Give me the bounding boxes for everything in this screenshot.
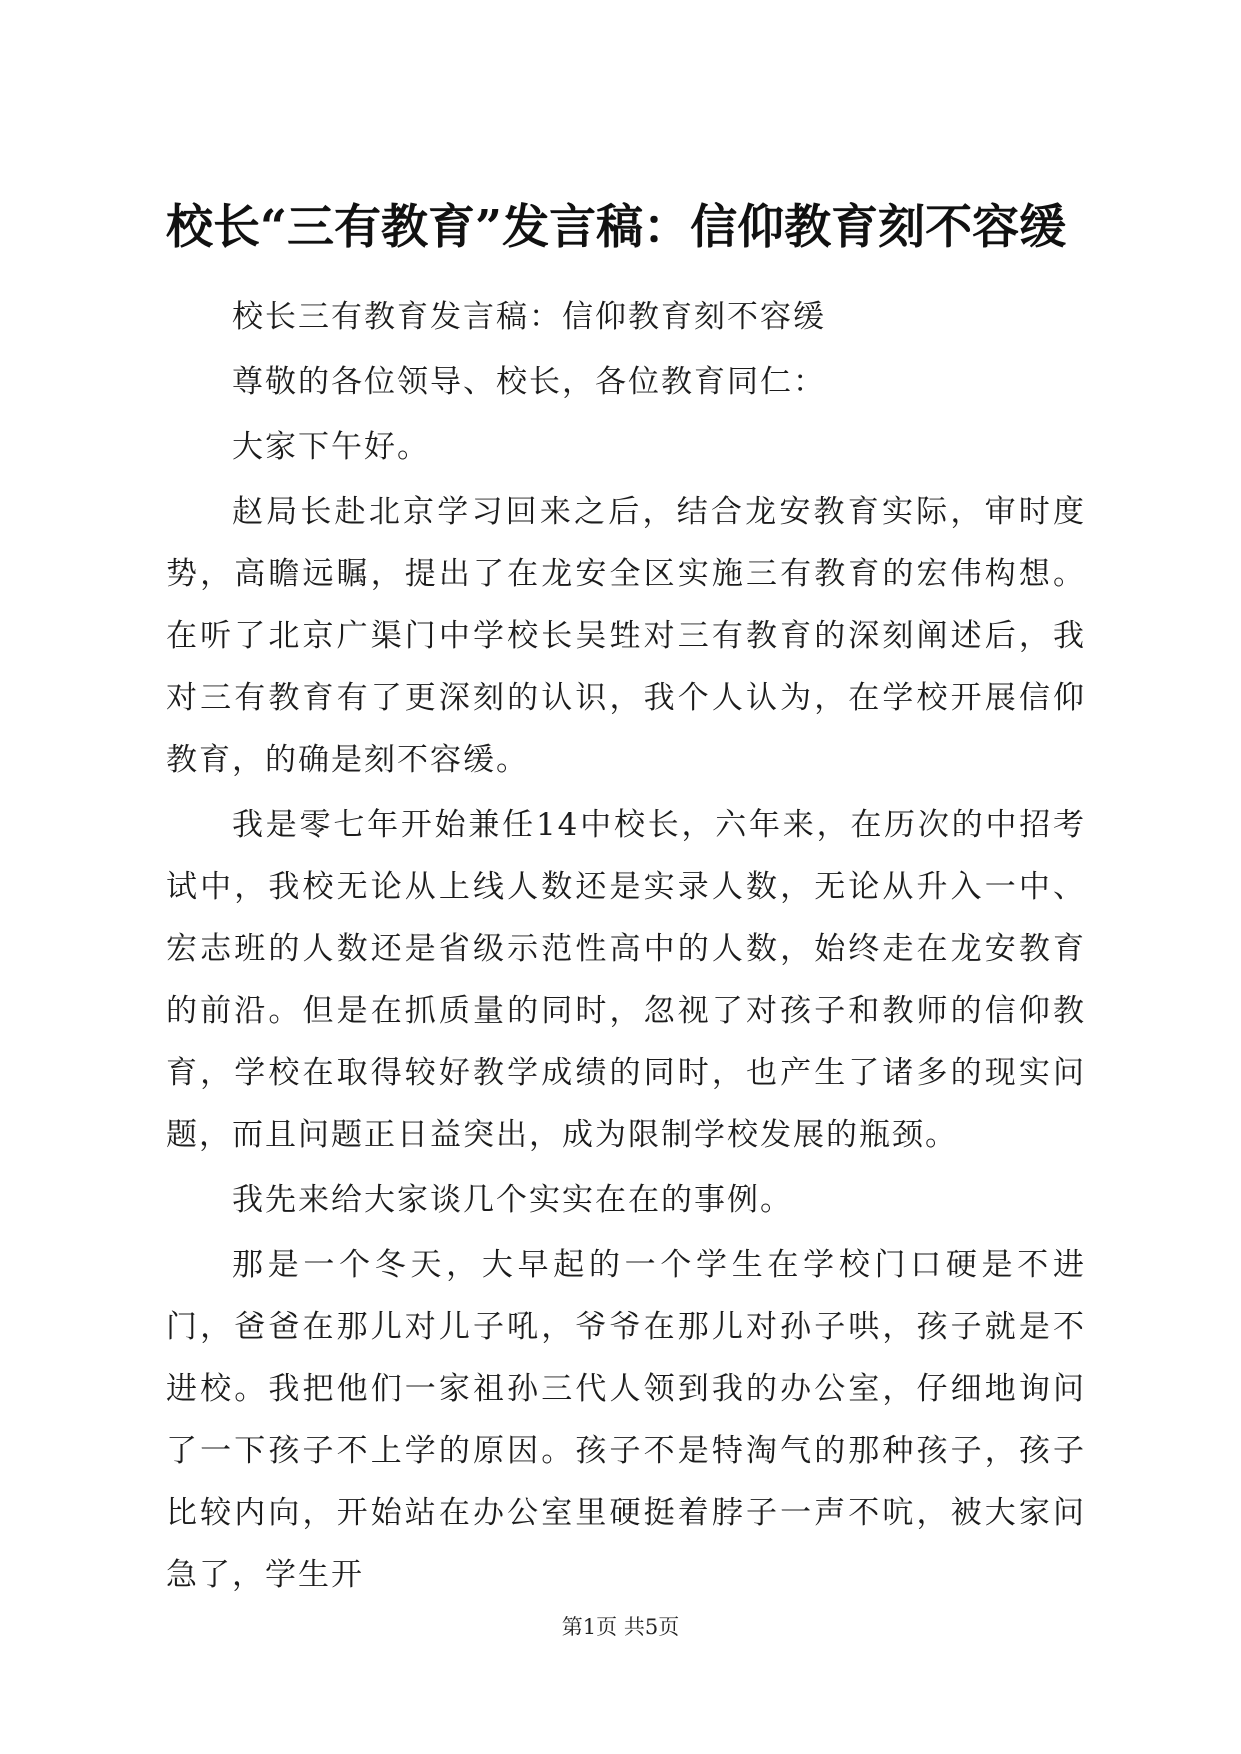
document-title: 校长“三有教育”发言稿：信仰教育刻不容缓 bbox=[166, 200, 1067, 255]
paragraph-subtitle: 校长三有教育发言稿：信仰教育刻不容缓 bbox=[232, 299, 826, 335]
document-body bbox=[166, 286, 1086, 1609]
paragraph: 赵局长赴北京学习回来之后，结合龙安教育实际，审时度势，高瞻远瞩，提出了在龙安全区实施三有教育的宏伟构想。在听了北京广渠门中学校长吴甡对三有教育的深刻阐述后，我对三有教育有了更深刻的认识，我个人认为，在学校开展信仰教育，的确是刻不容缓。 bbox=[166, 494, 1086, 778]
paragraph: 我先来给大家谈几个实实在在的事例。 bbox=[232, 1182, 793, 1218]
paragraph: 那是一个冬天，大早起的一个学生在学校门口硬是不进门，爸爸在那儿对儿子吼，爷爷在那儿对孙子哄，孩子就是不进校。我把他们一家祖孙三代人领到我的办公室，仔细地询问了一下孩子不上学的原因。孩子不是特淘气的那种孩子，孩子比较内向，开始站在办公室里硬挺着脖子一声不吭，被大家问急了，学生开 bbox=[166, 1247, 1086, 1593]
page-footer bbox=[0, 1612, 1241, 1642]
paragraph-salutation: 尊敬的各位领导、校长，各位教育同仁： bbox=[232, 364, 826, 400]
paragraph-greeting: 大家下午好。 bbox=[232, 429, 430, 465]
page-number: 第1页 共5页 bbox=[561, 1615, 680, 1639]
paragraph: 我是零七年开始兼任14中校长，六年来，在历次的中招考试中，我校无论从上线人数还是实录人数，无论从升入一中、宏志班的人数还是省级示范性高中的人数，始终走在龙安教育的前沿。但是在抓质量的同时，忽视了对孩子和教师的信仰教育，学校在取得较好教学成绩的同时，也产生了诸多的现实问题，而且问题正日益突出，成为限制学校发展的瓶颈。 bbox=[166, 807, 1086, 1153]
